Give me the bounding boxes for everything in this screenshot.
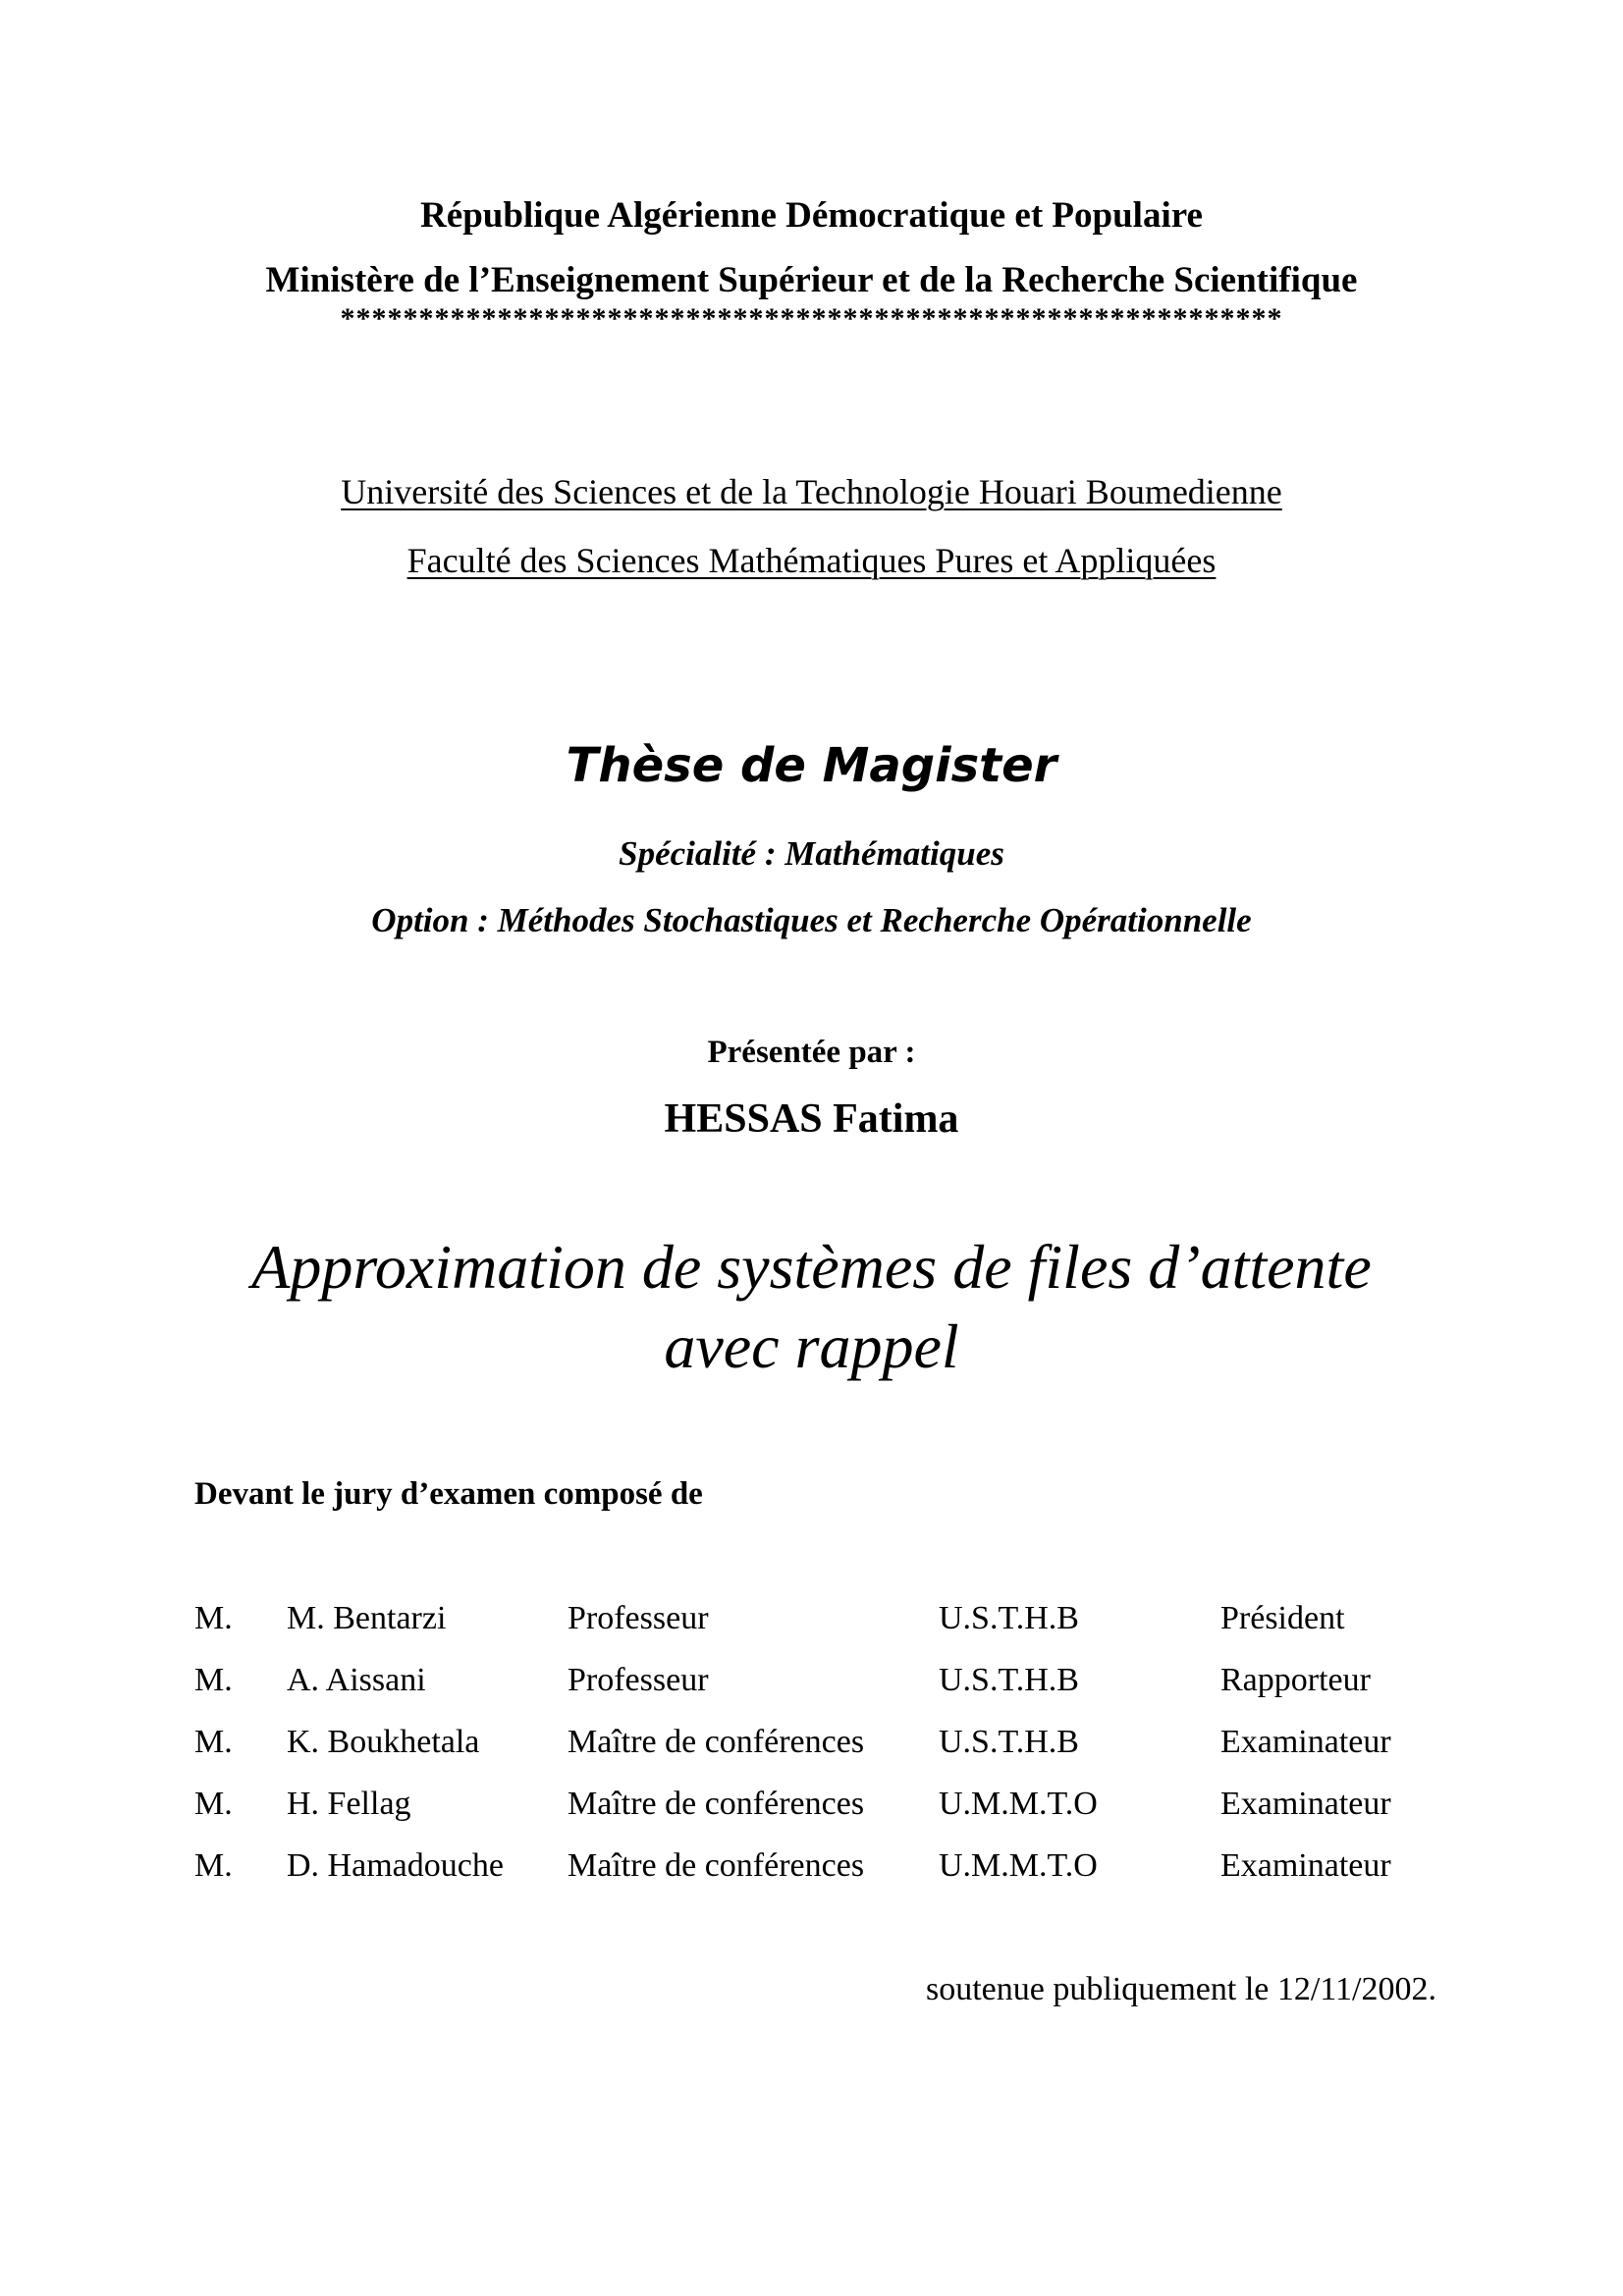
jury-member-name: D. Hamadouche (287, 1847, 504, 1884)
jury-member-rank: Professeur (568, 1662, 709, 1698)
ministry-heading: Ministère de l’Enseignement Supérieur et de la Recherche Scientifique (265, 260, 1358, 300)
jury-member-name: H. Fellag (287, 1786, 411, 1822)
faculty-name (0, 540, 1623, 581)
jury-member-title: M. (194, 1786, 233, 1822)
jury-member-role: Examinateur (1220, 1724, 1391, 1760)
jury-member-name: M. Bentarzi (287, 1600, 447, 1636)
jury-member-rank: Professeur (568, 1600, 709, 1636)
jury-member-title: M. (194, 1724, 233, 1760)
jury-member-name: K. Boukhetala (287, 1724, 480, 1760)
thesis-option: Option : Méthodes Stochastiques et Recherche Opérationnelle (371, 901, 1252, 939)
jury-member-institution: U.M.M.T.O (939, 1786, 1098, 1822)
jury-heading: Devant le jury d’examen composé de (194, 1476, 703, 1512)
faculty-name-text: Faculté des Sciences Mathématiques Pures et Appliquées (406, 541, 1217, 580)
jury-member-title: M. (194, 1662, 233, 1698)
jury-member-role: Examinateur (1220, 1847, 1391, 1884)
thesis-specialty: Spécialité : Mathématiques (619, 834, 1004, 873)
jury-member-institution: U.S.T.H.B (939, 1600, 1079, 1636)
presented-by-label: Présentée par : (707, 1035, 916, 1070)
thesis-title-line-1: Approximation de systèmes de files d’attente (251, 1232, 1372, 1302)
jury-member-role: Rapporteur (1220, 1662, 1371, 1698)
jury-member-rank: Maître de conférences (568, 1724, 865, 1760)
university-name-text: Université des Sciences et de la Technologie Houari Boumedienne (341, 472, 1282, 511)
defense-date: soutenue publiquement le 12/11/2002. (926, 1971, 1436, 2007)
author-name: HESSAS Fatima (664, 1096, 959, 1142)
jury-member-role: Examinateur (1220, 1786, 1391, 1822)
jury-member-name: A. Aissani (287, 1662, 426, 1698)
republic-heading: République Algérienne Démocratique et Populaire (420, 195, 1203, 236)
star-separator: ************************************************************ (340, 302, 1283, 335)
jury-member-institution: U.S.T.H.B (939, 1724, 1079, 1760)
jury-member-title: M. (194, 1600, 233, 1636)
jury-member-institution: U.S.T.H.B (939, 1662, 1079, 1698)
jury-member-rank: Maître de conférences (568, 1786, 865, 1822)
university-name (0, 471, 1623, 512)
thesis-type: Thèse de Magister (566, 738, 1057, 793)
thesis-title-line-2: avec rappel (664, 1311, 959, 1381)
jury-member-institution: U.M.M.T.O (939, 1847, 1098, 1884)
jury-member-rank: Maître de conférences (568, 1847, 865, 1884)
jury-member-title: M. (194, 1847, 233, 1884)
jury-member-role: Président (1220, 1600, 1345, 1636)
